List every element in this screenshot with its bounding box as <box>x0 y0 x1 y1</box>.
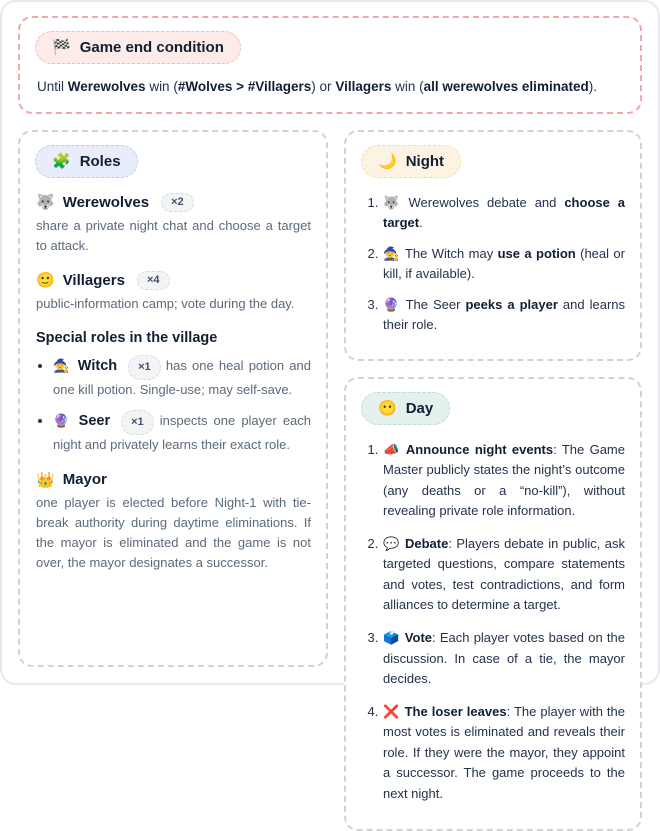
day-card <box>344 377 642 831</box>
day-step-2 <box>382 534 625 616</box>
night-badge <box>361 145 461 178</box>
mage-icon: 🧙 <box>383 245 400 261</box>
game-end-card <box>18 16 642 114</box>
day-step-2-text: Debate: Players debate in public, ask targeted questions, compare statements and votes, test contradictions, and form alliances to determine a target. <box>383 535 625 613</box>
day-badge <box>361 392 450 425</box>
roles-badge-label: Roles <box>79 152 121 170</box>
villagers-heading <box>36 271 311 290</box>
werewolves-name: Werewolves <box>62 193 150 211</box>
night-step-3 <box>382 295 625 336</box>
mayor-heading <box>36 471 311 489</box>
seer-name: Seer <box>78 412 111 429</box>
seer-count-badge: ×1 <box>121 410 154 435</box>
cross-mark-icon: ❌ <box>383 703 400 719</box>
roles-card <box>18 130 328 667</box>
night-step-1 <box>382 193 625 234</box>
werewolves-description: share a private night chat and choose a target to attack. <box>36 217 311 253</box>
mayor-description: one player is elected before Night-1 with tie-break authority during daytime eliminations. If the mayor is eliminated and the game is not over, the mayor designates a successor. <box>36 494 311 571</box>
day-step-3 <box>382 628 625 690</box>
mayor-name: Mayor <box>62 471 107 489</box>
werewolves-heading <box>36 193 311 212</box>
day-step-3-text: Vote: Each player votes based on the discussion. In case of a tie, the mayor decides. <box>383 630 625 687</box>
night-card <box>344 130 642 361</box>
seer-list-item <box>53 410 311 456</box>
villagers-name: Villagers <box>62 271 125 289</box>
speech-balloon-icon: 💬 <box>383 535 400 551</box>
smiling-face-icon: 🙂 <box>36 272 55 290</box>
checkered-flag-icon: 🏁 <box>52 39 71 56</box>
megaphone-icon: 📣 <box>383 441 401 457</box>
night-step-2-text: The Witch may use a potion (heal or kill, if available). <box>383 245 625 282</box>
roles-badge <box>35 145 138 178</box>
content-columns <box>18 130 642 801</box>
ballot-box-icon: 🗳️ <box>383 630 400 645</box>
witch-name: Witch <box>77 357 118 374</box>
crystal-ball-icon: 🔮 <box>383 296 401 312</box>
wolf-icon: 🐺 <box>36 194 55 212</box>
game-end-badge-label: Game end condition <box>79 39 224 56</box>
night-step-1-text: Werewolves debate and choose a target. <box>383 194 626 231</box>
day-step-1 <box>382 440 625 522</box>
day-badge-label: Day <box>405 399 434 417</box>
seer-description: inspects one player each night and privately learns their exact role. <box>53 412 312 452</box>
wolf-icon: 🐺 <box>383 194 404 210</box>
special-roles-list <box>35 355 311 456</box>
villagers-description: public-information camp; vote during the day. <box>36 295 295 311</box>
witch-list-item <box>53 355 311 401</box>
special-roles-heading: Special roles in the village <box>36 329 218 346</box>
night-badge-label: Night <box>405 152 445 170</box>
day-step-4 <box>382 702 625 805</box>
day-step-4-text: The loser leaves: The player with the most votes is eliminated and reveals their role. If they were the mayor, they appoint a successor. The game proceeds to the next night. <box>383 703 626 801</box>
night-step-3-text: The Seer peeks a player and learns their role. <box>383 296 626 333</box>
day-step-1-text: Announce night events: The Game Master publicly states the night’s outcome (any deaths or a “no-kill”), without revealing private role information. <box>383 441 625 519</box>
crescent-moon-icon: 🌙 <box>378 152 397 170</box>
phases-column <box>344 130 642 801</box>
game-end-text: Until Werewolves win (#Wolves > #Villagers) or Villagers win (all werewolves eliminated). <box>37 79 597 94</box>
game-end-badge <box>35 31 241 64</box>
night-steps-list <box>361 193 625 336</box>
witch-description: has one heal potion and one kill potion. Single-use; may self-save. <box>53 357 311 398</box>
villagers-count-badge: ×4 <box>137 271 170 290</box>
mage-icon: 🧙 <box>53 357 71 373</box>
roles-column <box>18 130 328 667</box>
day-steps-list <box>361 440 625 805</box>
werewolves-count-badge: ×2 <box>161 193 194 212</box>
night-step-2 <box>382 244 625 285</box>
crystal-ball-icon: 🔮 <box>53 412 72 428</box>
witch-count-badge: ×1 <box>128 355 161 380</box>
face-without-mouth-icon: 😶 <box>378 399 397 417</box>
crown-icon: 👑 <box>36 471 55 489</box>
puzzle-piece-icon: 🧩 <box>52 152 71 170</box>
